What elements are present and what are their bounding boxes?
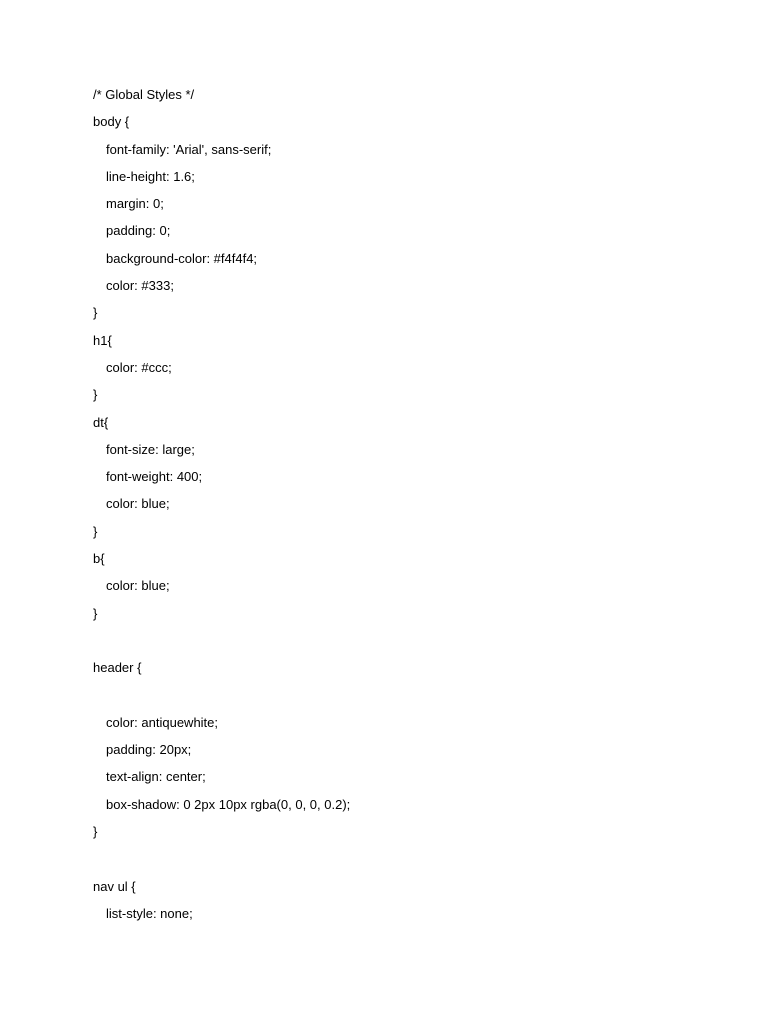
code-line: background-color: #f4f4f4;: [106, 250, 258, 266]
code-line: box-shadow: 0 2px 10px rgba(0, 0, 0, 0.2);: [106, 796, 351, 812]
code-line: font-family: 'Arial', sans-serif;: [106, 141, 272, 157]
code-line: }: [93, 387, 98, 403]
code-line: }: [93, 824, 98, 840]
blank-line: [93, 685, 713, 712]
code-line: line-height: 1.6;: [106, 168, 195, 184]
code-line: color: antiquewhite;: [106, 714, 219, 730]
code-line: h1{: [93, 332, 112, 348]
code-line: /* Global Styles */: [93, 87, 195, 102]
code-line: text-align: center;: [106, 769, 206, 785]
code-line: margin: 0;: [106, 196, 164, 212]
code-line: dt{: [93, 414, 109, 430]
blank-line: [93, 630, 713, 657]
code-line: header {: [93, 660, 142, 676]
code-line: nav ul {: [93, 878, 136, 894]
code-line: font-weight: 400;: [106, 469, 203, 485]
code-line: body {: [93, 114, 130, 130]
code-line: color: #333;: [106, 278, 174, 294]
code-line: list-style: none;: [106, 905, 193, 921]
code-line: font-size: large;: [106, 441, 195, 457]
code-line: }: [93, 605, 98, 621]
code-line: padding: 20px;: [106, 742, 192, 758]
code-line: color: #ccc;: [106, 359, 172, 375]
code-line: }: [93, 305, 98, 321]
code-line: padding: 0;: [106, 223, 171, 239]
blank-line: [93, 848, 713, 875]
code-line: color: blue;: [106, 496, 170, 512]
code-line: }: [93, 523, 98, 539]
code-line: b{: [93, 551, 105, 567]
css-code-text: [93, 84, 713, 930]
code-line: color: blue;: [106, 578, 170, 594]
